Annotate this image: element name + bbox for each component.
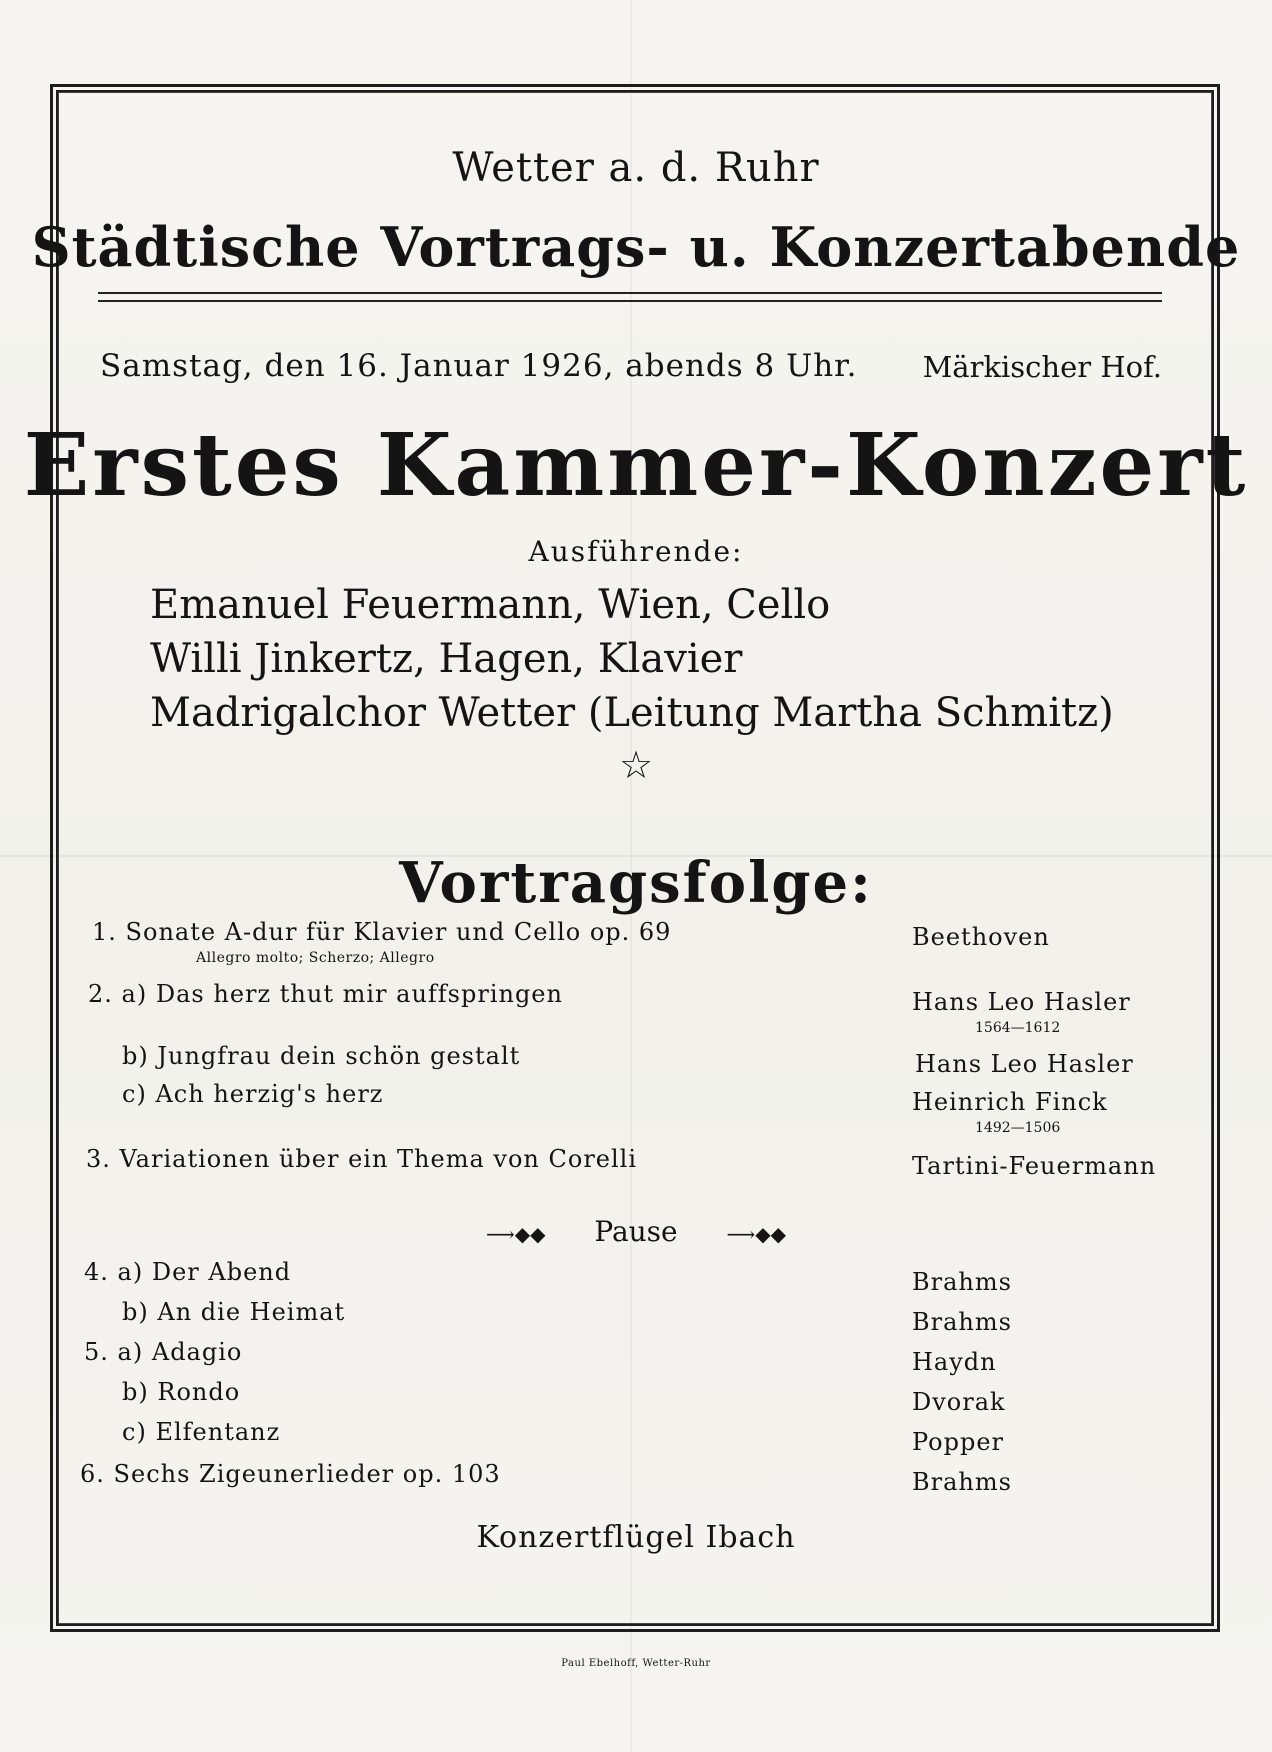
star-ornament: ☆ xyxy=(618,743,654,787)
item-number: 1. xyxy=(92,918,117,946)
performers-label: Ausführende: xyxy=(528,535,744,568)
item-work: Variationen über ein Thema von Corelli xyxy=(119,1145,638,1173)
item-work: Ach herzig's herz xyxy=(155,1080,384,1108)
item-part: c) xyxy=(122,1080,147,1108)
item-part: b) xyxy=(122,1298,149,1326)
program-item-2a xyxy=(88,980,563,1008)
item-work: Sechs Zigeunerlieder op. 103 xyxy=(113,1460,501,1488)
program-item-5c xyxy=(122,1418,280,1446)
item-1-movements: Allegro molto; Scherzo; Allegro xyxy=(196,950,435,966)
composer-hasler-1: Hans Leo Hasler xyxy=(912,988,1131,1016)
item-work: Der Abend xyxy=(151,1258,292,1286)
item-work: Rondo xyxy=(157,1378,241,1406)
program-item-5b xyxy=(122,1378,240,1406)
pause-ornament-left: ⟶◆◆ xyxy=(486,1221,546,1246)
composer-beethoven: Beethoven xyxy=(912,923,1050,951)
concert-title: Erstes Kammer-Konzert xyxy=(23,415,1249,516)
composer-dvorak: Dvorak xyxy=(912,1388,1006,1416)
item-work: Jungfrau dein schön gestalt xyxy=(157,1042,521,1070)
item-number: 2. xyxy=(88,980,113,1008)
composer-years-hasler: 1564—1612 xyxy=(975,1020,1061,1036)
item-work: Sonate A-dur für Klavier und Cello op. 69 xyxy=(125,918,672,946)
printer-credit: Paul Ebelhoff, Wetter-Ruhr xyxy=(561,1658,711,1669)
program-item-6 xyxy=(80,1460,501,1488)
pause-ornament-right: ⟶◆◆ xyxy=(726,1221,786,1246)
composer-haydn: Haydn xyxy=(912,1348,997,1376)
item-part: a) xyxy=(117,1338,144,1366)
item-work: Elfentanz xyxy=(155,1418,281,1446)
item-work: An die Heimat xyxy=(157,1298,346,1326)
program-item-3 xyxy=(86,1145,637,1173)
piano-credit: Konzertflügel Ibach xyxy=(476,1520,796,1555)
item-part: b) xyxy=(122,1378,149,1406)
item-work: Das herz thut mir auffspringen xyxy=(155,980,563,1008)
composer-tartini-feuermann: Tartini-Feuermann xyxy=(912,1152,1157,1180)
program-item-4a xyxy=(84,1258,291,1286)
composer-brahms-1: Brahms xyxy=(912,1268,1012,1296)
program-title: Vortragsfolge: xyxy=(399,850,873,916)
header-rule xyxy=(98,292,1162,302)
program-item-2c xyxy=(122,1080,383,1108)
program-item-1 xyxy=(92,918,671,946)
pause-label: Pause xyxy=(594,1215,678,1248)
item-number: 6. xyxy=(80,1460,105,1488)
performer-1: Emanuel Feuermann, Wien, Cello xyxy=(150,582,831,628)
composer-popper: Popper xyxy=(912,1428,1005,1456)
composer-hasler-2: Hans Leo Hasler xyxy=(915,1050,1134,1078)
composer-brahms-2: Brahms xyxy=(912,1308,1012,1336)
item-part: a) xyxy=(117,1258,144,1286)
item-number: 5. xyxy=(84,1338,109,1366)
performer-2: Willi Jinkertz, Hagen, Klavier xyxy=(150,636,743,682)
composer-years-finck: 1492—1506 xyxy=(975,1120,1061,1136)
item-number: 3. xyxy=(86,1145,111,1173)
composer-brahms-3: Brahms xyxy=(912,1468,1012,1496)
concert-venue: Märkischer Hof. xyxy=(922,350,1162,384)
town-heading: Wetter a. d. Ruhr xyxy=(452,145,820,191)
concert-date: Samstag, den 16. Januar 1926, abends 8 Uhr. xyxy=(100,348,858,384)
performer-3: Madrigalchor Wetter (Leitung Martha Schmitz) xyxy=(150,690,1114,736)
item-work: Adagio xyxy=(151,1338,243,1366)
item-part: c) xyxy=(122,1418,147,1446)
item-part: b) xyxy=(122,1042,149,1070)
item-part: a) xyxy=(121,980,148,1008)
item-number: 4. xyxy=(84,1258,109,1286)
pause-divider xyxy=(0,1215,1272,1248)
program-item-4b xyxy=(122,1298,345,1326)
composer-finck: Heinrich Finck xyxy=(912,1088,1108,1116)
program-item-5a xyxy=(84,1338,242,1366)
program-item-2b xyxy=(122,1042,520,1070)
series-heading: Städtische Vortrags- u. Konzertabende xyxy=(31,215,1241,279)
